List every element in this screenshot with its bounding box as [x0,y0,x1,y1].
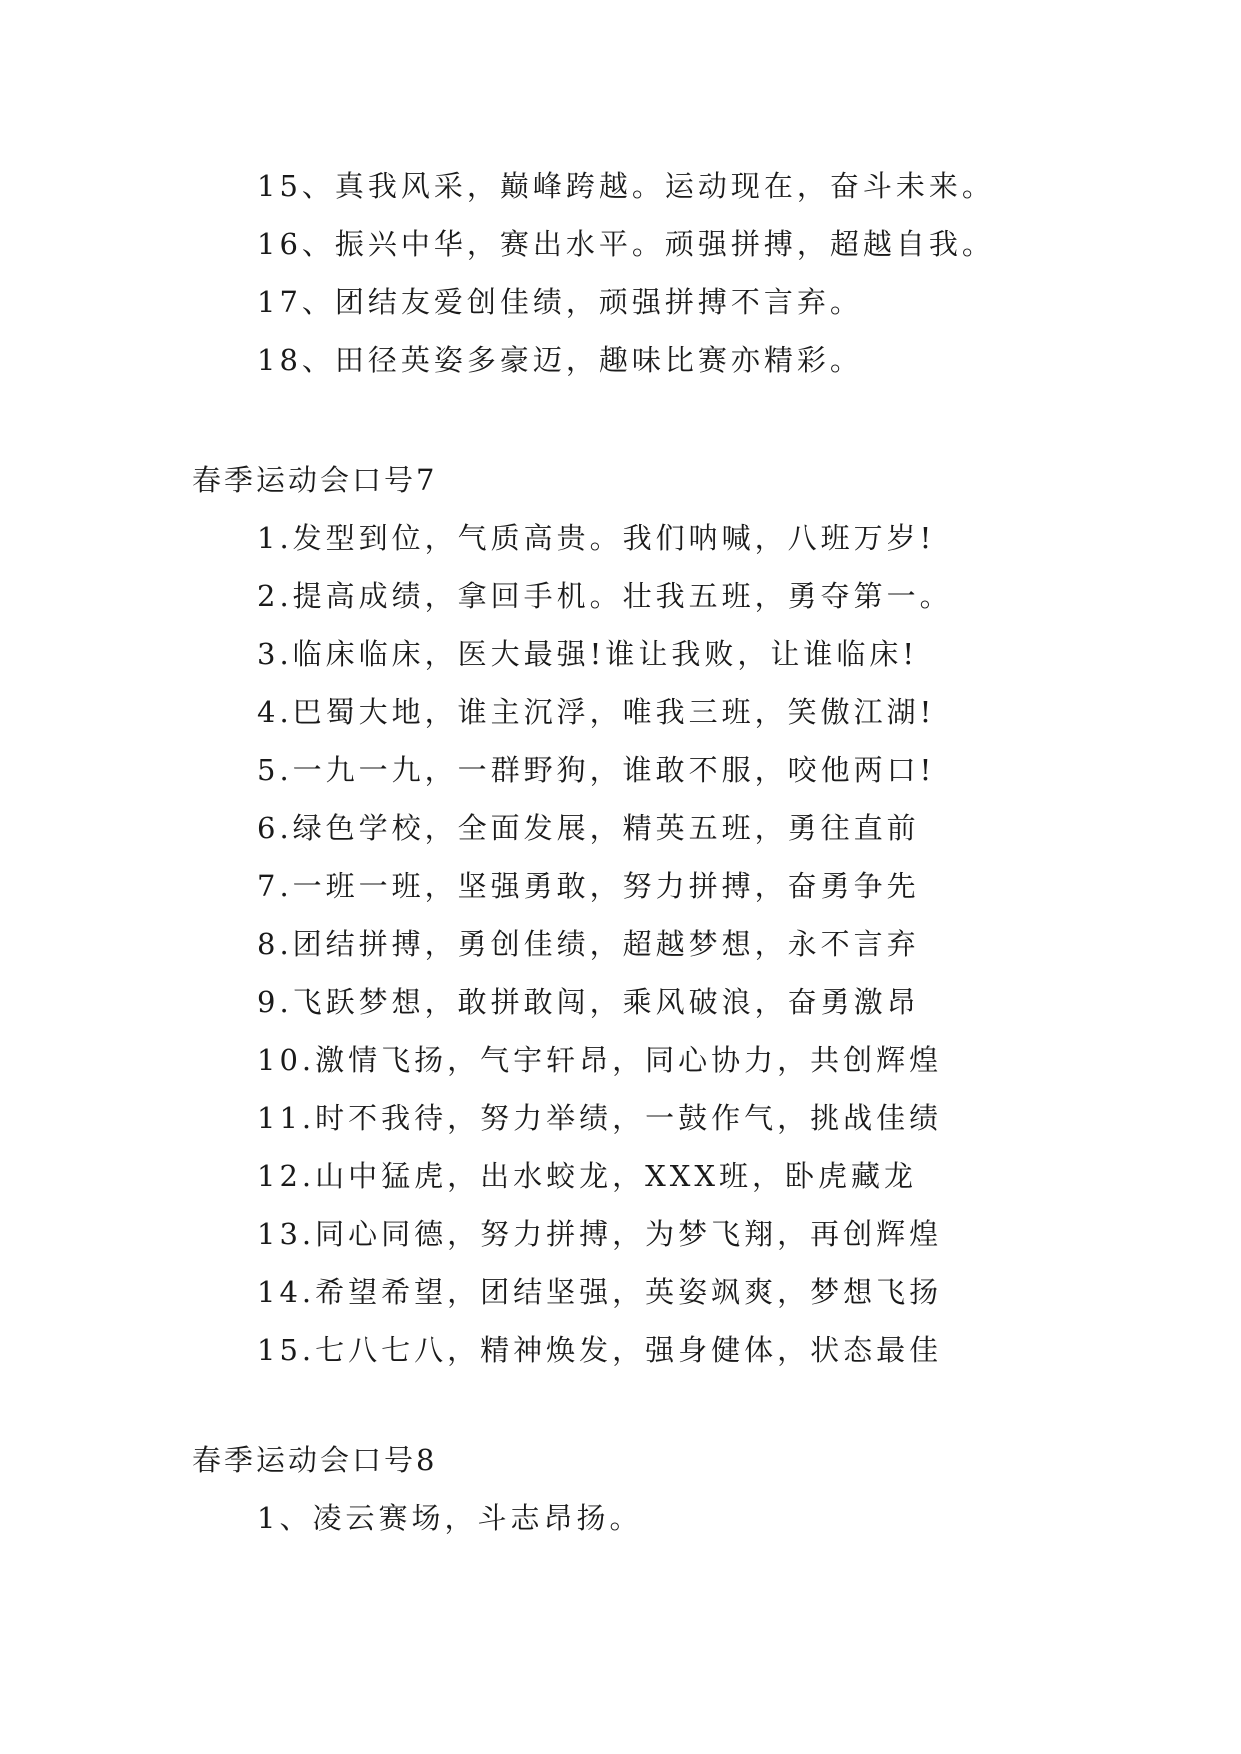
slogan-line: 13.同心同德，努力拼搏，为梦飞翔，再创辉煌 [257,1217,943,1251]
slogan-line: 1、凌云赛场，斗志昂扬。 [257,1501,643,1535]
slogan-line: 7.一班一班，坚强勇敢，努力拼搏，奋勇争先 [257,869,920,903]
slogan-line: 8.团结拼搏，勇创佳绩，超越梦想，永不言弃 [257,927,920,961]
slogan-line: 16、振兴中华，赛出水平。顽强拼搏，超越自我。 [257,227,995,261]
slogan-line: 18、田径英姿多豪迈，趣味比赛亦精彩。 [257,343,863,377]
slogan-line: 17、团结友爱创佳绩，顽强拼搏不言弃。 [257,285,863,319]
slogan-line: 9.飞跃梦想，敢拼敢闯，乘风破浪，奋勇激昂 [257,985,920,1019]
slogan-line: 11.时不我待，努力举绩，一鼓作气，挑战佳绩 [257,1101,943,1135]
section-heading: 春季运动会口号7 [192,463,438,497]
slogan-line: 3.临床临床，医大最强!谁让我败，让谁临床! [257,637,918,671]
section-8 [0,1431,1241,1547]
slogan-line: 12.山中猛虎，出水蛟龙，XXX班，卧虎藏龙 [257,1159,918,1193]
section-heading: 春季运动会口号8 [192,1443,438,1477]
slogan-line: 10.激情飞扬，气宇轩昂，同心协力，共创辉煌 [257,1043,943,1077]
slogan-line: 1.发型到位，气质高贵。我们呐喊，八班万岁! [257,521,936,555]
slogan-line: 6.绿色学校，全面发展，精英五班，勇往直前 [257,811,920,845]
section-7 [0,451,1241,1379]
slogan-list-continued [0,157,1241,389]
slogan-line: 14.希望希望，团结坚强，英姿飒爽，梦想飞扬 [257,1275,943,1309]
slogan-line: 15.七八七八，精神焕发，强身健体，状态最佳 [257,1333,943,1367]
slogan-line: 2.提高成绩，拿回手机。壮我五班，勇夺第一。 [257,579,953,613]
slogan-line: 15、真我风采，巅峰跨越。运动现在，奋斗未来。 [257,169,995,203]
slogan-line: 4.巴蜀大地，谁主沉浮，唯我三班，笑傲江湖! [257,695,936,729]
slogan-line: 5.一九一九，一群野狗，谁敢不服，咬他两口! [257,753,936,787]
